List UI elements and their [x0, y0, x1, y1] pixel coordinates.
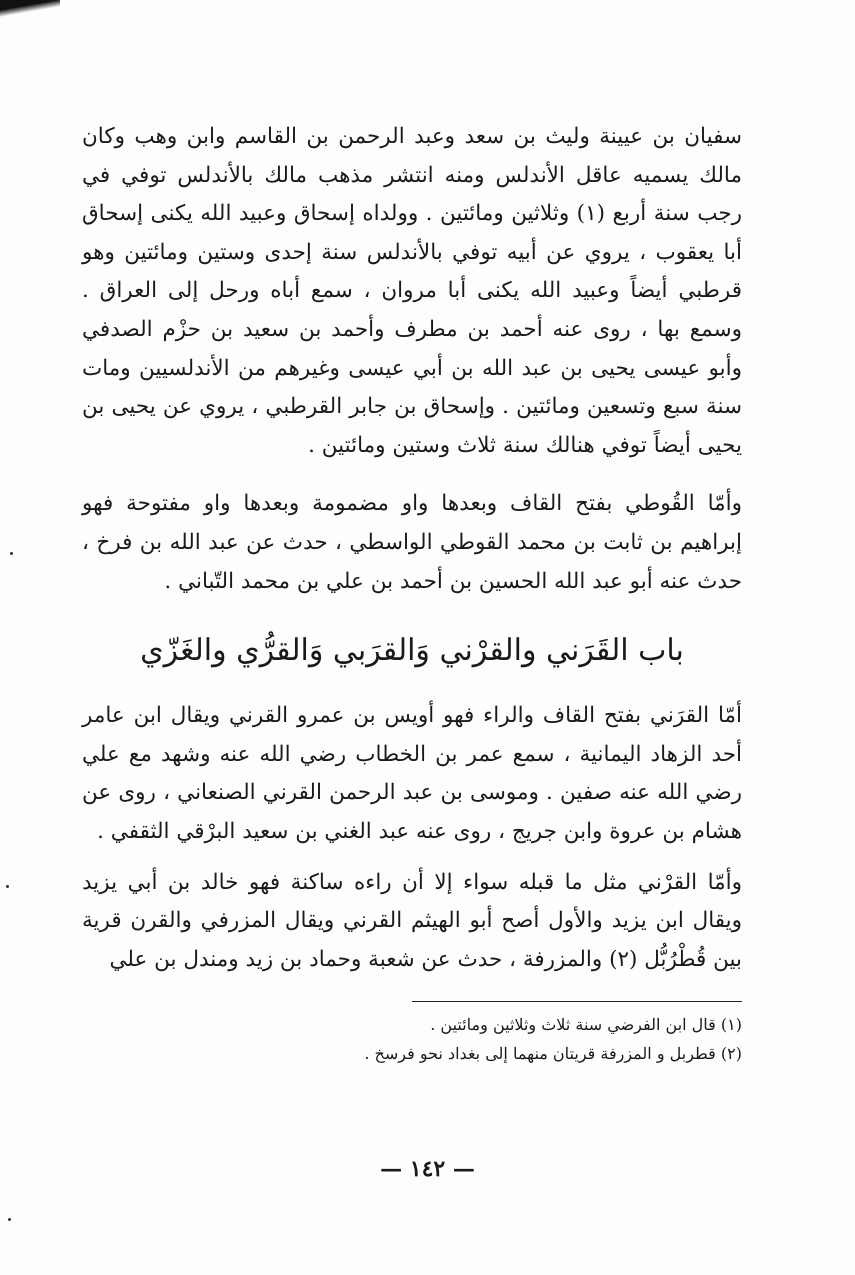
- section-paragraph: أمّا القرَني بفتح القاف والراء فهو أويس بن عمرو القرني ويقال ابن عامر أحد الزهاد اليمانية ، سمع عمر بن الخطاب رضي الله عنه وشهد مع علي رضي الله عنه صفين . وموسى بن عبد الرحمن القرني الصنعاني ، روى عن هشام بن عروة وابن جريج ، روى عنه عبد الغني بن سعيد البرْقي الثقفي .: [82, 703, 742, 844]
- scan-speck: [6, 885, 9, 888]
- body-paragraph: وأمّا القُوطي بفتح القاف وبعدها واو مضمومة وبعدها واو مفتوحة فهو إبراهيم بن ثابت بن محمد القوطي الواسطي ، حدث عن عبد الله بن فرخ ، حدث عنه أبو عبد الله الحسين بن أحمد بن علي بن محمد التّباني .: [82, 491, 742, 594]
- scan-speck: [8, 1218, 11, 1221]
- page-number: — ١٤٢ —: [380, 1156, 475, 1182]
- section-heading: باب القَرَني والقرْني وَالقرَبي وَالقرُّي والغَزّي: [140, 633, 684, 669]
- body-paragraph: سفيان بن عيينة وليث بن سعد وعبد الرحمن بن القاسم وابن وهب وكان مالك يسميه عاقل الأندلس ومنه انتشر مذهب مالك بالأندلس توفي في رجب سنة أربع (١) وثلاثين ومائتين . وولداه إسحاق وعبيد الله يكنى إسحاق أبا يعقوب ، يروي عن أبيه توفي بالأندلس سنة إحدى وستين ومائتين وهو قرطبي أيضاً وعبيد الله يكنى أبا مروان ، سمع أباه ورحل إلى العراق . وسمع بها ، روى عنه أحمد بن مطرف وأحمد بن سعيد بن حزْم الصدفي وأبو عيسى يحيى بن عبد الله بن أبي عيسى وغيرهم من الأندلسيين ومات سنة سبع وتسعين ومائتين . وإسحاق بن جابر القرطبي ، يروي عن يحيى بن يحيى أيضاً توفي هنالك سنة ثلاث وستين ومائتين .: [82, 124, 742, 458]
- scan-corner-mark: [0, 0, 60, 18]
- page-content: [82, 118, 742, 1068]
- footnote-divider: [412, 1001, 742, 1002]
- scan-speck: [10, 552, 13, 555]
- section-paragraph: وأمّا القرْني مثل ما قبله سواء إلا أن راءه ساكنة فهو خالد بن أبي يزيد ويقال ابن يزيد والأول أصح أبو الهيثم القرني ويقال المزرفي والقرن قرية بين قُطْرُبُّل (٢) والمزرفة ، حدث عن شعبة وحماد بن زيد ومندل بن علي: [82, 869, 742, 972]
- footnote: (٢) قطربل و المزرفة قريتان منهما إلى بغداد نحو فرسخ .: [364, 1044, 742, 1064]
- footnote: (١) قال ابن الفرضي سنة ثلاث وثلاثين ومائتين .: [430, 1015, 742, 1035]
